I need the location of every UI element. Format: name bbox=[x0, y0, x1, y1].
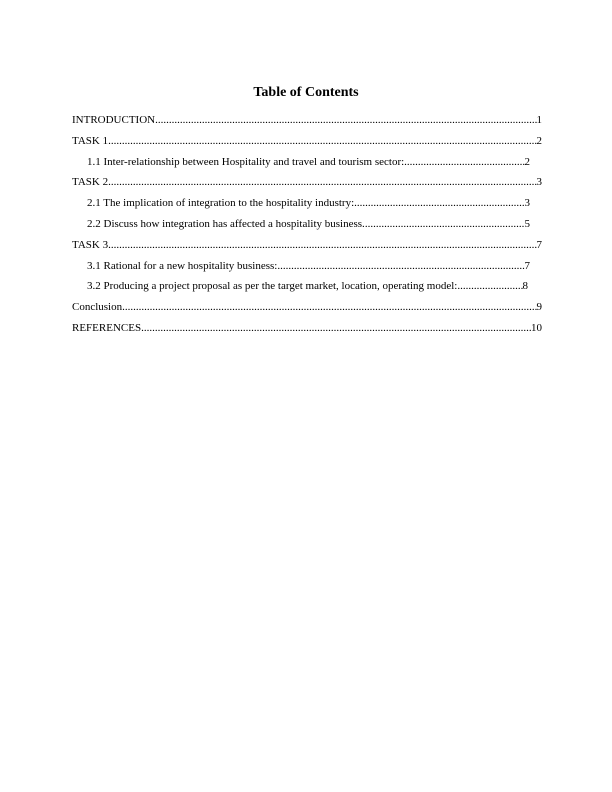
toc-entry-references[interactable] bbox=[72, 321, 542, 336]
toc-dot-leader bbox=[354, 196, 524, 211]
toc-dot-leader bbox=[404, 155, 524, 170]
toc-entry-text: TASK 1 bbox=[72, 134, 109, 147]
toc-page-number: 3 bbox=[536, 176, 542, 189]
toc-entry-task-3[interactable] bbox=[72, 238, 542, 253]
toc-page-number: 8 bbox=[522, 280, 528, 293]
toc-dot-leader bbox=[108, 175, 536, 190]
toc-entry-text: 3.2 Producing a project proposal as per the target market, location, operating model: bbox=[87, 280, 458, 293]
toc-dot-leader bbox=[277, 259, 524, 274]
toc-entry-text: Conclusion bbox=[72, 301, 123, 314]
toc-dot-leader bbox=[108, 238, 536, 253]
toc-entry-text: TASK 2 bbox=[72, 176, 109, 189]
toc-entry-2-1[interactable] bbox=[72, 196, 542, 211]
toc-title: Table of Contents bbox=[253, 85, 359, 100]
toc-page-number: 1 bbox=[536, 114, 542, 126]
toc-dot-leader bbox=[141, 321, 531, 336]
toc-entry-task-1[interactable] bbox=[72, 134, 542, 149]
toc-entry-task-2[interactable] bbox=[72, 175, 542, 190]
toc-page-number: 9 bbox=[536, 301, 542, 314]
toc-page-number: 7 bbox=[536, 238, 542, 251]
toc-entry-introduction[interactable] bbox=[72, 113, 542, 128]
toc-entry-text: 1.1 Inter-relationship between Hospitality and travel and tourism sector: bbox=[87, 155, 405, 168]
toc-entry-text: REFERENCES bbox=[72, 321, 142, 334]
toc-entry-conclusion[interactable] bbox=[72, 300, 542, 315]
toc-entry-3-2[interactable] bbox=[72, 279, 542, 294]
toc-page-number: 5 bbox=[524, 217, 530, 230]
toc-entry-text: 2.1 The implication of integration to the hospitality industry: bbox=[87, 197, 355, 210]
toc-page-number: 7 bbox=[524, 259, 530, 272]
toc-dot-leader bbox=[155, 113, 536, 128]
toc-entry-text: 3.1 Rational for a new hospitality business: bbox=[87, 259, 278, 272]
toc-entry-text: INTRODUCTION bbox=[72, 114, 156, 126]
toc-entry-1-1[interactable] bbox=[72, 155, 542, 170]
toc-dot-leader bbox=[108, 134, 536, 149]
toc-entry-2-2[interactable] bbox=[72, 217, 542, 232]
toc-dot-leader bbox=[122, 300, 536, 315]
toc-entry-3-1[interactable] bbox=[72, 259, 542, 274]
toc-dot-leader bbox=[457, 279, 522, 294]
toc-entry-text: 2.2 Discuss how integration has affected a hospitality business. bbox=[87, 217, 365, 230]
toc-entry-text: TASK 3 bbox=[72, 238, 109, 251]
toc-page-number: 3 bbox=[524, 197, 530, 210]
toc-page-number: 10 bbox=[531, 321, 542, 334]
toc-page-number: 2 bbox=[536, 134, 542, 147]
toc-dot-leader bbox=[365, 217, 525, 232]
toc-page-number: 2 bbox=[524, 155, 530, 168]
toc-list bbox=[72, 113, 542, 342]
